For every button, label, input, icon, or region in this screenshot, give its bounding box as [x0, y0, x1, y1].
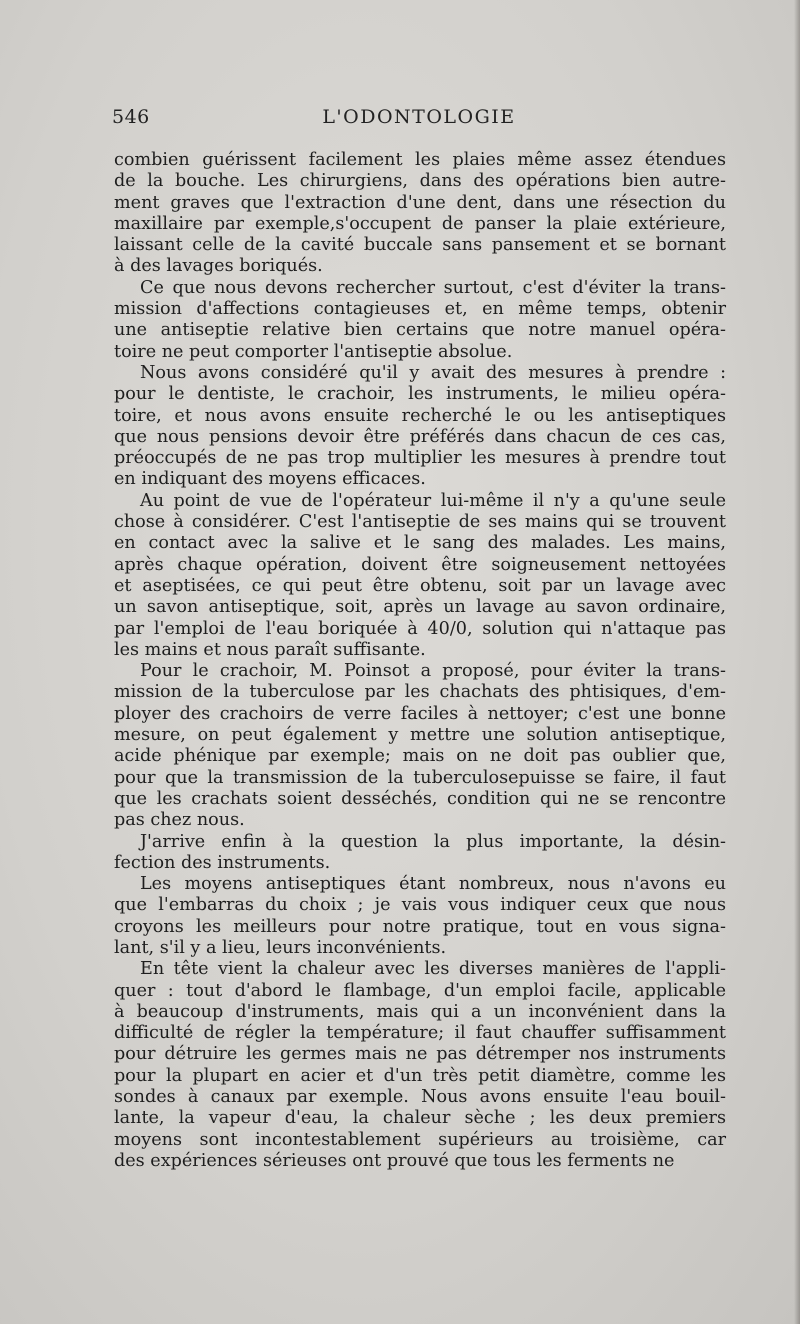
journal-title: L'ODONTOLOGIE [322, 106, 516, 128]
text-line: lante, la vapeur d'eau, la chaleur sèche ; les deux premiers [114, 1108, 726, 1129]
running-header [112, 106, 726, 132]
paragraph [114, 874, 726, 959]
text-line: toire ne peut comporter l'antiseptie absolue. [114, 341, 513, 362]
text-line: ment graves que l'extraction d'une dent, dans une résection du [114, 192, 726, 213]
text-line: J'arrive enfin à la question la plus importante, la désin- [140, 831, 726, 852]
text-line: Nous avons considéré qu'il y avait des mesures à prendre : [140, 362, 726, 383]
text-line: acide phénique par exemple; mais on ne doit pas oublier que, [114, 746, 726, 767]
text-line: toire, et nous avons ensuite recherché le ou les antiseptiques [114, 405, 726, 426]
text-line: mission de la tuberculose par les chachats des phtisiques, d'em- [114, 682, 726, 703]
text-line: pour que la transmission de la tuberculosepuisse se faire, il faut [114, 767, 726, 788]
text-line: mesure, on peut également y mettre une solution antiseptique, [114, 725, 726, 746]
text-line: que l'embarras du choix ; je vais vous indiquer ceux que nous [114, 895, 726, 916]
text-line: combien guérissent facilement les plaies même assez étendues [114, 150, 726, 170]
text-line: pas chez nous. [114, 810, 245, 831]
text-line: Ce que nous devons rechercher surtout, c'est d'éviter la trans- [140, 277, 726, 298]
paragraph [114, 832, 726, 875]
text-line: En tête vient la chaleur avec les diverses manières de l'appli- [140, 959, 726, 980]
text-line: un savon antiseptique, soit, après un lavage au savon ordinaire, [114, 597, 726, 618]
text-line: en contact avec la salive et le sang des malades. Les mains, [114, 533, 726, 554]
text-line: laissant celle de la cavité buccale sans pansement et se bornant [114, 235, 726, 256]
body-text [114, 150, 726, 1172]
text-line: ployer des crachoirs de verre faciles à nettoyer; c'est une bonne [114, 703, 726, 724]
text-line: maxillaire par exemple,s'occupent de panser la plaie extérieure, [114, 213, 726, 234]
text-line: préoccupés de ne pas trop multiplier les mesures à prendre tout [114, 448, 726, 469]
text-line: que nous pensions devoir être préférés dans chacun de ces cas, [114, 426, 726, 447]
text-line: croyons les meilleurs pour notre pratique, tout en vous signa- [114, 916, 726, 937]
text-line: Les moyens antiseptiques étant nombreux, nous n'avons eu [140, 874, 726, 895]
text-line: pour le dentiste, le crachoir, les instruments, le milieu opéra- [114, 384, 726, 405]
text-line: chose à considérer. C'est l'antiseptie de ses mains qui se trouvent [114, 512, 726, 533]
text-line: et aseptisées, ce qui peut être obtenu, soit par un lavage avec [114, 575, 726, 596]
paragraph [114, 661, 726, 831]
text-line: sondes à canaux par exemple. Nous avons ensuite l'eau bouil- [114, 1087, 726, 1108]
text-line: lant, s'il y a lieu, leurs inconvénients. [114, 937, 447, 958]
paragraph [114, 150, 726, 278]
text-line: les mains et nous paraît suffisante. [114, 639, 426, 660]
text-line: de la bouche. Les chirurgiens, dans des opérations bien autre- [114, 171, 726, 192]
text-line: après chaque opération, doivent être soigneusement nettoyées [114, 554, 726, 575]
page-number: 546 [112, 106, 150, 128]
text-line: moyens sont incontestablement supérieurs au troisième, car [114, 1129, 726, 1150]
text-line: difficulté de régler la température; il faut chauffer suffisamment [114, 1023, 726, 1044]
paragraph [114, 491, 726, 661]
text-line: Pour le crachoir, M. Poinsot a proposé, pour éviter la trans- [140, 661, 726, 682]
text-line: des expériences sérieuses ont prouvé que tous les ferments ne [114, 1150, 675, 1171]
text-line: Au point de vue de l'opérateur lui-même il n'y a qu'une seule [140, 490, 726, 511]
text-line: pour la plupart en acier et d'un très petit diamètre, comme les [114, 1065, 726, 1086]
text-line: une antiseptie relative bien certains que notre manuel opéra- [114, 320, 726, 341]
page-edge-shadow [794, 0, 800, 1324]
text-line: pour détruire les germes mais ne pas détremper nos instruments [114, 1044, 726, 1065]
text-line: que les crachats soient desséchés, condition qui ne se rencontre [114, 788, 726, 809]
paragraph [114, 278, 726, 363]
text-line: fection des instruments. [114, 852, 331, 873]
paragraph [114, 363, 726, 491]
text-line: à beaucoup d'instruments, mais qui a un inconvénient dans la [114, 1001, 726, 1022]
text-line: en indiquant des moyens efficaces. [114, 469, 426, 490]
paragraph [114, 959, 726, 1172]
text-line: à des lavages boriqués. [114, 256, 323, 277]
text-line: mission d'affections contagieuses et, en même temps, obtenir [114, 299, 726, 320]
text-line: par l'emploi de l'eau boriquée à 40/0, solution qui n'attaque pas [114, 618, 726, 639]
text-line: quer : tout d'abord le flambage, d'un emploi facile, applicable [114, 980, 726, 1001]
